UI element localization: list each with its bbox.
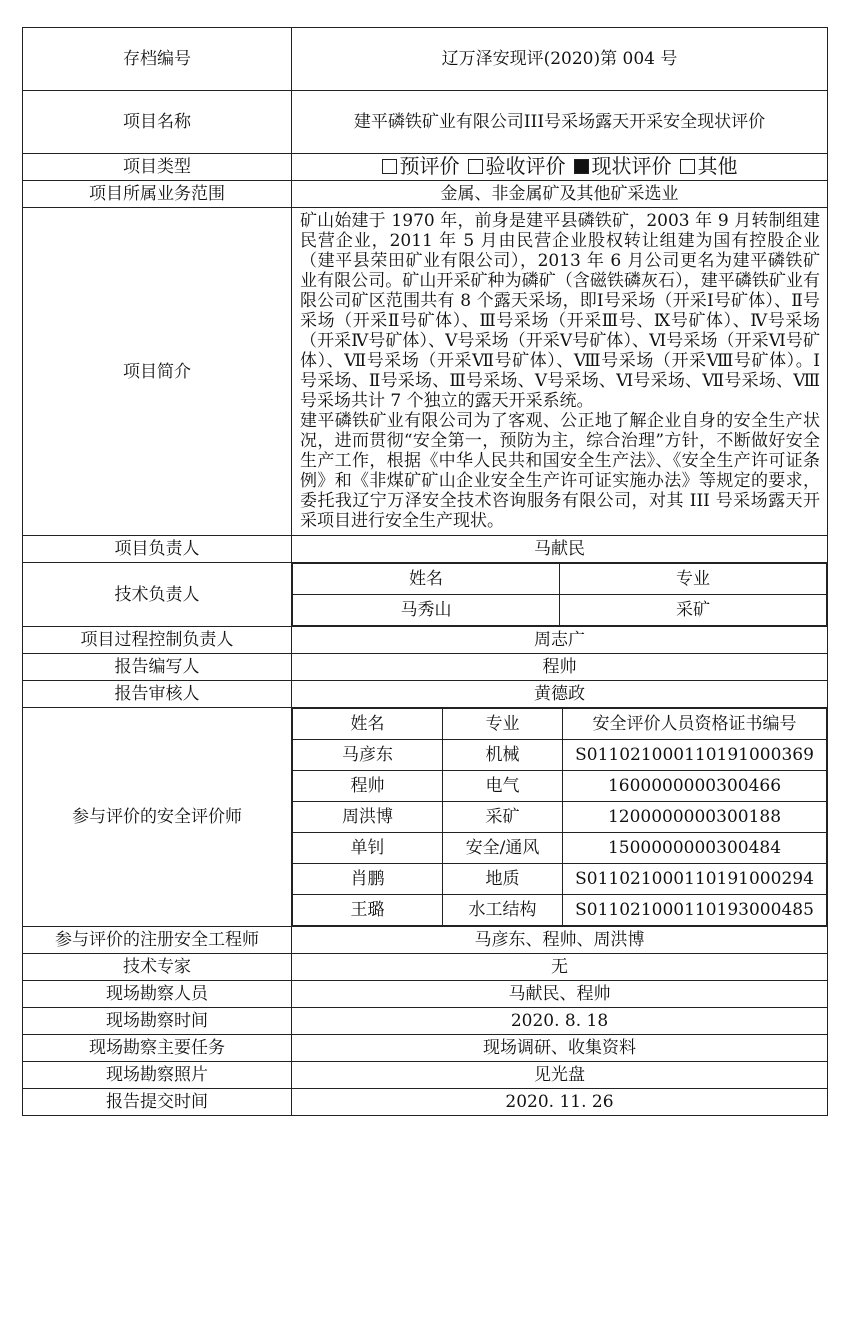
project-name-value: 建平磷铁矿业有限公司III号采场露天开采安全现状评价 bbox=[292, 91, 828, 154]
report-writer-label: 报告编写人 bbox=[23, 654, 292, 681]
tech-leader-col-name: 姓名 bbox=[293, 564, 560, 595]
table-row bbox=[293, 864, 827, 895]
evaluator-cert: 1600000000300466 bbox=[563, 771, 827, 802]
evaluator-major: 机械 bbox=[443, 740, 563, 771]
checkbox-icon bbox=[468, 159, 483, 174]
col-header-name: 姓名 bbox=[293, 709, 443, 740]
evaluator-name: 单钊 bbox=[293, 833, 443, 864]
summary-text bbox=[292, 208, 828, 536]
project-leader-value: 马献民 bbox=[292, 536, 828, 563]
option-status-evaluation[interactable]: 现状评价 bbox=[574, 154, 672, 178]
tech-leader-name: 马秀山 bbox=[293, 595, 560, 626]
checked-checkbox-icon bbox=[574, 159, 589, 174]
col-header-cert: 安全评价人员资格证书编号 bbox=[563, 709, 827, 740]
registered-engineers-value: 马彦东、程帅、周洪博 bbox=[292, 927, 828, 954]
process-control-value: 周志广 bbox=[292, 627, 828, 654]
table-row bbox=[293, 802, 827, 833]
evaluator-cert: S011021000110191000369 bbox=[563, 740, 827, 771]
tech-leader-cell bbox=[292, 563, 828, 627]
table-row bbox=[293, 740, 827, 771]
tech-leader-label: 技术负责人 bbox=[23, 563, 292, 627]
business-scope-value: 金属、非金属矿及其他矿采选业 bbox=[292, 181, 828, 208]
evaluators-label: 参与评价的安全评价师 bbox=[23, 708, 292, 927]
tech-leader-major: 采矿 bbox=[560, 595, 827, 626]
evaluator-name: 王璐 bbox=[293, 895, 443, 926]
evaluator-major: 采矿 bbox=[443, 802, 563, 833]
submit-time-value: 2020. 11. 26 bbox=[292, 1089, 828, 1116]
tech-leader-table bbox=[292, 563, 827, 626]
business-scope-label: 项目所属业务范围 bbox=[23, 181, 292, 208]
report-writer-value: 程帅 bbox=[292, 654, 828, 681]
table-row bbox=[293, 771, 827, 802]
tech-leader-col-major: 专业 bbox=[560, 564, 827, 595]
survey-task-value: 现场调研、收集资料 bbox=[292, 1035, 828, 1062]
survey-time-value: 2020. 8. 18 bbox=[292, 1008, 828, 1035]
project-type-options bbox=[292, 154, 828, 181]
evaluator-name: 马彦东 bbox=[293, 740, 443, 771]
evaluator-name: 肖鹏 bbox=[293, 864, 443, 895]
survey-time-label: 现场勘察时间 bbox=[23, 1008, 292, 1035]
evaluator-major: 地质 bbox=[443, 864, 563, 895]
tech-expert-value: 无 bbox=[292, 954, 828, 981]
survey-staff-label: 现场勘察人员 bbox=[23, 981, 292, 1008]
option-acceptance-evaluation[interactable]: 验收评价 bbox=[468, 154, 566, 178]
survey-photos-label: 现场勘察照片 bbox=[23, 1062, 292, 1089]
evaluators-table bbox=[292, 708, 827, 926]
submit-time-label: 报告提交时间 bbox=[23, 1089, 292, 1116]
summary-paragraph: 建平磷铁矿业有限公司为了客观、公正地了解企业自身的安全生产状况，进而贯彻“安全第一，预防为主，综合治理”方针，不断做好安全生产工作，根据《中华人民共和国安全生产法》、《安全生产许可证条例》和《非煤矿矿山企业安全生产许可证实施办法》等规定的要求，委托我辽宁万泽安全技术咨询服务有限公司，对其 III 号采场露天开采项目进行安全生产现状。 bbox=[300, 411, 820, 531]
evaluator-major: 安全/通风 bbox=[443, 833, 563, 864]
survey-staff-value: 马献民、程帅 bbox=[292, 981, 828, 1008]
process-control-label: 项目过程控制负责人 bbox=[23, 627, 292, 654]
evaluators-cell bbox=[292, 708, 828, 927]
table-row bbox=[293, 833, 827, 864]
survey-task-label: 现场勘察主要任务 bbox=[23, 1035, 292, 1062]
summary-paragraph: 矿山始建于 1970 年，前身是建平县磷铁矿，2003 年 9 月转制组建民营企业，2011 年 5 月由民营企业股权转让组建为国有控股企业（建平县荣田矿业有限公司），2013 年 6 月公司更名为建平磷铁矿业有限公司。矿山开采矿种为磷矿（含磁铁磷灰石），建平磷铁矿业有限公司矿区范围共有 8 个露天采场，即Ⅰ号采场（开采Ⅰ号矿体）、Ⅱ号采场（开采Ⅱ号矿体）、Ⅲ号采场（开采Ⅲ号、Ⅸ号矿体）、Ⅳ号采场（开采Ⅳ号矿体）、Ⅴ号采场（开采Ⅴ号矿体）、Ⅵ号采场（开采Ⅵ号矿体）、Ⅶ号采场（开采Ⅶ号矿体）、Ⅷ号采场（开采Ⅷ号矿体）。Ⅰ号采场、Ⅱ号采场、Ⅲ号采场、Ⅴ号采场、Ⅵ号采场、Ⅶ号采场、Ⅷ号采场共计 7 个独立的露天开采系统。 bbox=[300, 211, 820, 411]
archive-no-label: 存档编号 bbox=[23, 28, 292, 91]
survey-photos-value: 见光盘 bbox=[292, 1062, 828, 1089]
evaluator-major: 水工结构 bbox=[443, 895, 563, 926]
project-info-table bbox=[22, 27, 828, 1116]
tech-expert-label: 技术专家 bbox=[23, 954, 292, 981]
evaluator-cert: 1500000000300484 bbox=[563, 833, 827, 864]
project-name-label: 项目名称 bbox=[23, 91, 292, 154]
checkbox-icon bbox=[680, 159, 695, 174]
evaluator-major: 电气 bbox=[443, 771, 563, 802]
checkbox-icon bbox=[382, 159, 397, 174]
evaluator-name: 程帅 bbox=[293, 771, 443, 802]
report-reviewer-label: 报告审核人 bbox=[23, 681, 292, 708]
evaluator-name: 周洪博 bbox=[293, 802, 443, 833]
registered-engineers-label: 参与评价的注册安全工程师 bbox=[23, 927, 292, 954]
project-leader-label: 项目负责人 bbox=[23, 536, 292, 563]
summary-label: 项目简介 bbox=[23, 208, 292, 536]
option-pre-evaluation[interactable]: 预评价 bbox=[382, 154, 460, 178]
col-header-major: 专业 bbox=[443, 709, 563, 740]
evaluator-cert: S011021000110191000294 bbox=[563, 864, 827, 895]
table-row bbox=[293, 709, 827, 740]
table-row bbox=[293, 895, 827, 926]
archive-no-value: 辽万泽安现评(2020)第 004 号 bbox=[292, 28, 828, 91]
option-other[interactable]: 其他 bbox=[680, 154, 738, 178]
evaluator-cert: S011021000110193000485 bbox=[563, 895, 827, 926]
evaluator-cert: 1200000000300188 bbox=[563, 802, 827, 833]
project-type-label: 项目类型 bbox=[23, 154, 292, 181]
report-reviewer-value: 黄德政 bbox=[292, 681, 828, 708]
